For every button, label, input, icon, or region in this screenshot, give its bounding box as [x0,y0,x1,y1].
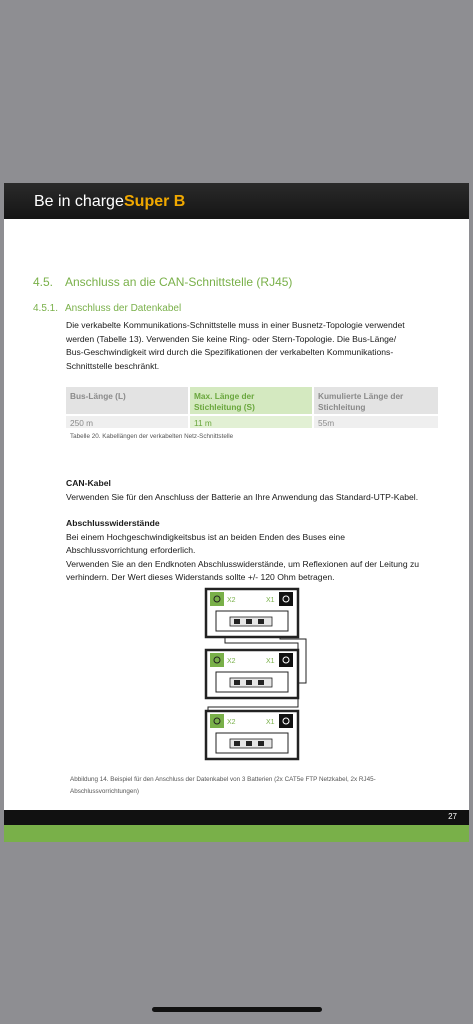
figure-caption-line: Abbildung 14. Beispiel für den Anschluss der Datenkabel von 3 Batterien (2x CAT5e FTP Netzkabel, 2x RJ45- [70,776,376,783]
port-label: X1 [266,719,275,726]
home-indicator[interactable] [152,1007,322,1012]
intro-paragraph [66,319,405,373]
table-caption: Tabelle 20. Kabellängen der verkabelten Netz-Schnittstelle [70,433,234,440]
section-heading [33,275,292,289]
subsection-number: 4.5.1. [33,303,59,314]
footer-accent-bar [4,825,469,842]
connection-diagram [200,587,312,762]
can-heading: CAN-Kabel [66,478,111,488]
intro-line: Die verkabelte Kommunikations-Schnittstelle muss in einer Busnetz-Topologie verwendet [66,320,405,330]
intro-line: Schnittstelle beschränkt. [66,360,160,371]
figure-caption-line: Abschlussvorrichtungen) [70,788,139,795]
brand-tagline: Be in charge [34,193,124,210]
battery-unit [206,650,298,698]
port-label: X2 [227,597,236,604]
termination-heading: Abschlusswiderstände [66,518,160,528]
can-section [66,477,418,504]
port-label: X2 [227,658,236,665]
port-label: X2 [227,719,236,726]
cable-length-table [66,387,438,428]
termination-line: Verwenden Sie an den Endknoten Abschlusswiderstände, um Reflexionen auf der Leitung zu [66,558,420,569]
section-title: Anschluss an die CAN-Schnittstelle (RJ45) [65,275,293,289]
table-header-cell [314,387,438,414]
termination-line: Abschlussvorrichtung erforderlich. [66,545,196,555]
header-line: Bus-Länge (L) [70,391,126,401]
header-line: Max. Länge der [194,391,255,401]
table-row [66,414,438,428]
table-header-cell-highlight [190,387,314,414]
subsection-title: Anschluss der Datenkabel [65,303,182,314]
header-line: Stichleitung [318,402,366,412]
port-label: X1 [266,658,275,665]
page-number: 27 [448,812,457,821]
document-page [4,183,469,821]
header-line: Kumulierte Länge der [318,391,404,401]
page-header [4,183,469,219]
page-footer [4,810,469,825]
section-number: 4.5. [33,275,54,289]
termination-section [66,517,419,585]
battery-unit [206,589,298,637]
table-cell: 55m [314,414,438,428]
header-line: Stichleitung (S) [194,402,255,412]
brand-name: Super B [124,193,186,210]
can-text: Verwenden Sie für den Anschluss der Batterie an Ihre Anwendung das Standard-UTP-Kabel. [66,491,419,502]
table-header-row [66,387,438,414]
termination-line: Bei einem Hochgeschwindigkeitsbus ist an beiden Enden des Buses eine [66,531,345,542]
table-cell: 250 m [66,414,190,428]
intro-line: werden (Tabelle 13). Verwenden Sie keine Ring- oder Stern-Topologie. Die Bus-Länge/ [66,333,397,344]
figure-caption [70,774,376,798]
table-cell-highlight: 11 m [190,414,314,428]
table-header-cell [66,387,190,414]
subsection-heading [33,303,181,314]
port-label: X1 [266,597,275,604]
termination-line: verhindern. Der Wert dieses Widerstands sollte +/- 120 Ohm betragen. [66,572,335,582]
intro-line: Bus-Geschwindigkeit wird durch die Spezifikationen der verkabelten Kommunikations- [66,347,394,357]
battery-unit [206,711,298,759]
